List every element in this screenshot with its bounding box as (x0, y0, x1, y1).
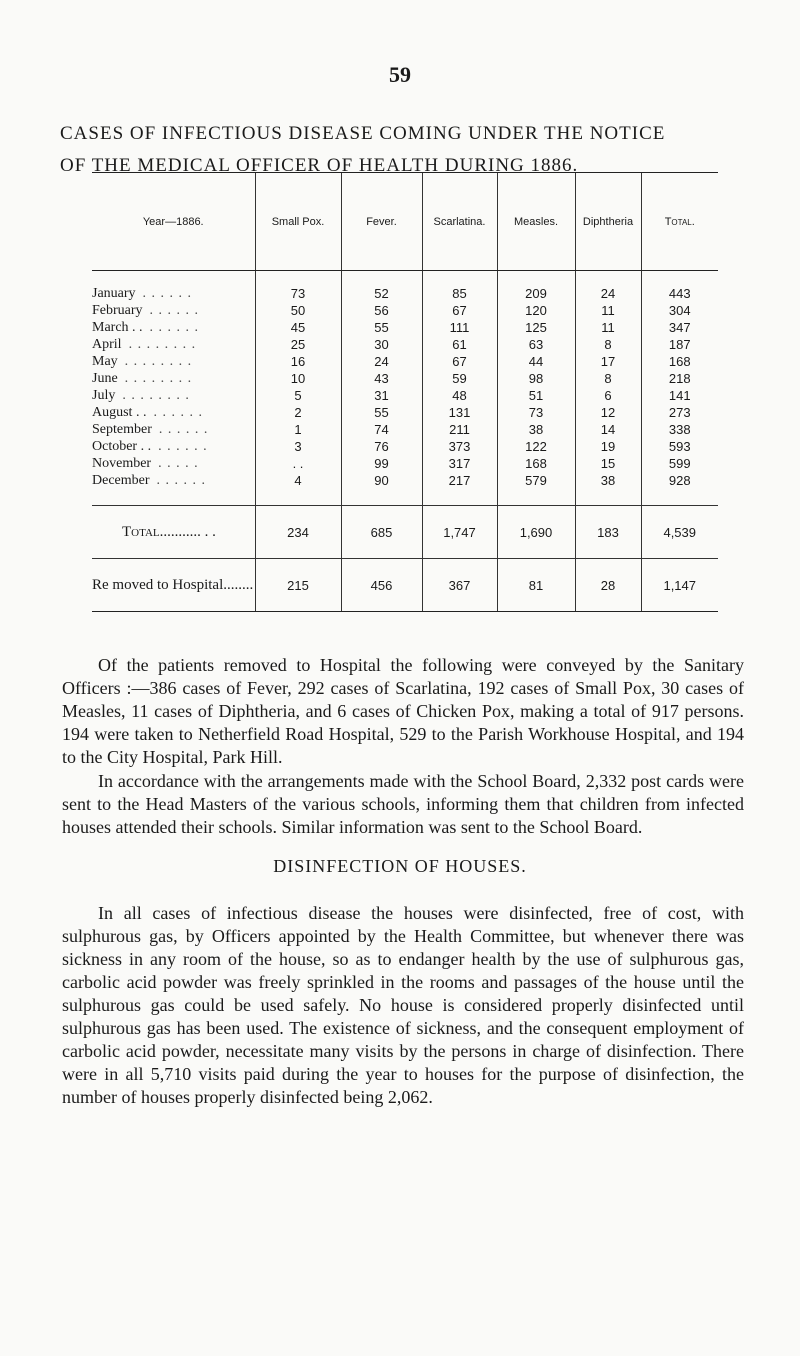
table-cell: 24 (341, 353, 422, 370)
table-cell: 55 (341, 319, 422, 336)
table-cell: 10 (255, 370, 341, 387)
table-cell: 443 (641, 271, 718, 303)
month-label: September . . . . . . (92, 422, 209, 437)
title-line-2: OF THE MEDICAL OFFICER OF HEALTH DURING 1886. (60, 155, 579, 176)
table-cell: 593 (641, 438, 718, 455)
table-cell: 52 (341, 271, 422, 303)
table-cell: 44 (497, 353, 575, 370)
table-cell: 81 (497, 559, 575, 612)
table-cell: 456 (341, 559, 422, 612)
table-cell: 30 (341, 336, 422, 353)
month-label: January . . . . . . (92, 286, 193, 301)
table-cell: 19 (575, 438, 641, 455)
table-cell: 14 (575, 421, 641, 438)
table-cell: 90 (341, 472, 422, 506)
table-cell: 48 (422, 387, 497, 404)
table-cell: 38 (575, 472, 641, 506)
paragraph-disinfection: In all cases of infectious disease the houses were disinfected, free of cost, with sulphurous gas, by Officers appointed by the Health Committee, but whenever there was sickness in any room of the house, so as to endanger health by the use of sulphurous gas, carbolic acid powder was freely sprinkled in the rooms and passages of the house until the sulphurous gas could be used safely. No house is considered properly disinfected until sulphurous gas has been used. The existence of sickness, and the consequent employment of carbolic acid powder, necessitate many visits by the persons in charge of disinfection. There were in all 5,710 visits paid during the year to houses for the purpose of disinfection, the number of houses properly disinfected being 2,062. (62, 903, 744, 1107)
month-label: December . . . . . . (92, 473, 207, 488)
table-cell: 67 (422, 353, 497, 370)
table-cell: 141 (641, 387, 718, 404)
month-label: July . . . . . . . . (92, 388, 190, 403)
table-row (92, 353, 718, 370)
table-cell: 6 (575, 387, 641, 404)
table-cell: 73 (255, 271, 341, 303)
table-cell: 63 (497, 336, 575, 353)
month-label: November . . . . . (92, 456, 199, 471)
table-cell: 98 (497, 370, 575, 387)
header-fever: Fever. (341, 173, 422, 271)
table-cell: 211 (422, 421, 497, 438)
table-cell: 217 (422, 472, 497, 506)
table-cell: 183 (575, 506, 641, 559)
table-cell: 74 (341, 421, 422, 438)
table-cell: 347 (641, 319, 718, 336)
title-line-1: CASES OF INFECTIOUS DISEASE COMING UNDER THE NOTICE (60, 123, 666, 144)
table-cell: 209 (497, 271, 575, 303)
table-cell: 15 (575, 455, 641, 472)
table-cell: 28 (575, 559, 641, 612)
table-cell: 579 (497, 472, 575, 506)
table-cell: 111 (422, 319, 497, 336)
table-row (92, 370, 718, 387)
table-row (92, 319, 718, 336)
table-cell: 234 (255, 506, 341, 559)
table-cell: 55 (341, 404, 422, 421)
table-cell: 99 (341, 455, 422, 472)
table-cell: 215 (255, 559, 341, 612)
table-cell: 51 (497, 387, 575, 404)
table-cell: 3 (255, 438, 341, 455)
table-cell: 122 (497, 438, 575, 455)
table-row (92, 472, 718, 506)
table-cell: 187 (641, 336, 718, 353)
table-cell: 73 (497, 404, 575, 421)
table-cell: 25 (255, 336, 341, 353)
table-cell: 16 (255, 353, 341, 370)
paragraph-removed-patients: Of the patients removed to Hospital the following were conveyed by the Sanitary Officers :—386 cases of Fever, 292 cases of Scarlatina, 192 cases of Small Pox, 30 cases of Measles, 11 cases of Diphtheria, and 6 cases of Chicken Pox, making a total of 917 persons. 194 were taken to Netherfield Road Hospital, 529 to the Parish Workhouse Hospital, and 194 to the City Hospital, Park Hill. (62, 655, 744, 767)
month-label: October . . . . . . . . (92, 439, 208, 454)
table-row (92, 302, 718, 319)
table-cell: 38 (497, 421, 575, 438)
removed-label: Re moved to Hospital........ (92, 559, 255, 612)
table-cell: 373 (422, 438, 497, 455)
header-total: Total. (641, 173, 718, 271)
table-row (92, 387, 718, 404)
table-cell: 1,747 (422, 506, 497, 559)
month-label: February . . . . . . (92, 303, 200, 318)
table-cell: 218 (641, 370, 718, 387)
month-label: April . . . . . . . . (92, 337, 197, 352)
table-cell: 56 (341, 302, 422, 319)
paragraph-school-board: In accordance with the arrangements made with the School Board, 2,332 post cards were sent to the Head Masters of the various schools, informing them that children from infected houses attended their schools. Similar information was sent to the School Board. (62, 771, 744, 837)
table-cell: 11 (575, 319, 641, 336)
month-label: June . . . . . . . . (92, 371, 193, 386)
header-measles: Measles. (497, 173, 575, 271)
table-row (92, 271, 718, 303)
table-cell: 1,690 (497, 506, 575, 559)
table-cell: 125 (497, 319, 575, 336)
table-cell: 11 (575, 302, 641, 319)
table-row (92, 438, 718, 455)
table-cell: 45 (255, 319, 341, 336)
table-cell: 4,539 (641, 506, 718, 559)
header-diphtheria: Diphtheria (575, 173, 641, 271)
table-cell: . . (255, 455, 341, 472)
table-header-row (92, 173, 718, 271)
total-label: Total........... . . (92, 506, 255, 559)
table-cell: 168 (497, 455, 575, 472)
table-cell: 338 (641, 421, 718, 438)
table-cell: 131 (422, 404, 497, 421)
table-cell: 1,147 (641, 559, 718, 612)
table-cell: 12 (575, 404, 641, 421)
table-cell: 168 (641, 353, 718, 370)
table-cell: 367 (422, 559, 497, 612)
page-number: 59 (389, 62, 411, 87)
table-cell: 4 (255, 472, 341, 506)
table-row (92, 421, 718, 438)
total-row (92, 506, 718, 559)
table-row (92, 336, 718, 353)
table-cell: 304 (641, 302, 718, 319)
section-heading-disinfection: DISINFECTION OF HOUSES. (273, 856, 527, 876)
table-cell: 928 (641, 472, 718, 506)
table-cell: 1 (255, 421, 341, 438)
table-cell: 43 (341, 370, 422, 387)
table-cell: 599 (641, 455, 718, 472)
table-cell: 61 (422, 336, 497, 353)
table-cell: 85 (422, 271, 497, 303)
header-small-pox: Small Pox. (255, 173, 341, 271)
table-cell: 59 (422, 370, 497, 387)
table-row (92, 455, 718, 472)
table-cell: 76 (341, 438, 422, 455)
table-cell: 17 (575, 353, 641, 370)
table-cell: 273 (641, 404, 718, 421)
month-rows (92, 271, 718, 506)
table-cell: 24 (575, 271, 641, 303)
table-cell: 31 (341, 387, 422, 404)
table-cell: 8 (575, 370, 641, 387)
month-label: August . . . . . . . . (92, 405, 203, 420)
disease-cases-table (92, 172, 718, 612)
table-cell: 317 (422, 455, 497, 472)
table-cell: 120 (497, 302, 575, 319)
month-label: March . . . . . . . . (92, 320, 200, 335)
table-cell: 50 (255, 302, 341, 319)
table-cell: 8 (575, 336, 641, 353)
table-cell: 2 (255, 404, 341, 421)
table-cell: 685 (341, 506, 422, 559)
table-cell: 5 (255, 387, 341, 404)
table-cell: 67 (422, 302, 497, 319)
header-year: Year—1886. (92, 173, 255, 271)
removed-row (92, 559, 718, 612)
table-row (92, 404, 718, 421)
month-label: May . . . . . . . . (92, 354, 193, 369)
header-scarlatina: Scarlatina. (422, 173, 497, 271)
